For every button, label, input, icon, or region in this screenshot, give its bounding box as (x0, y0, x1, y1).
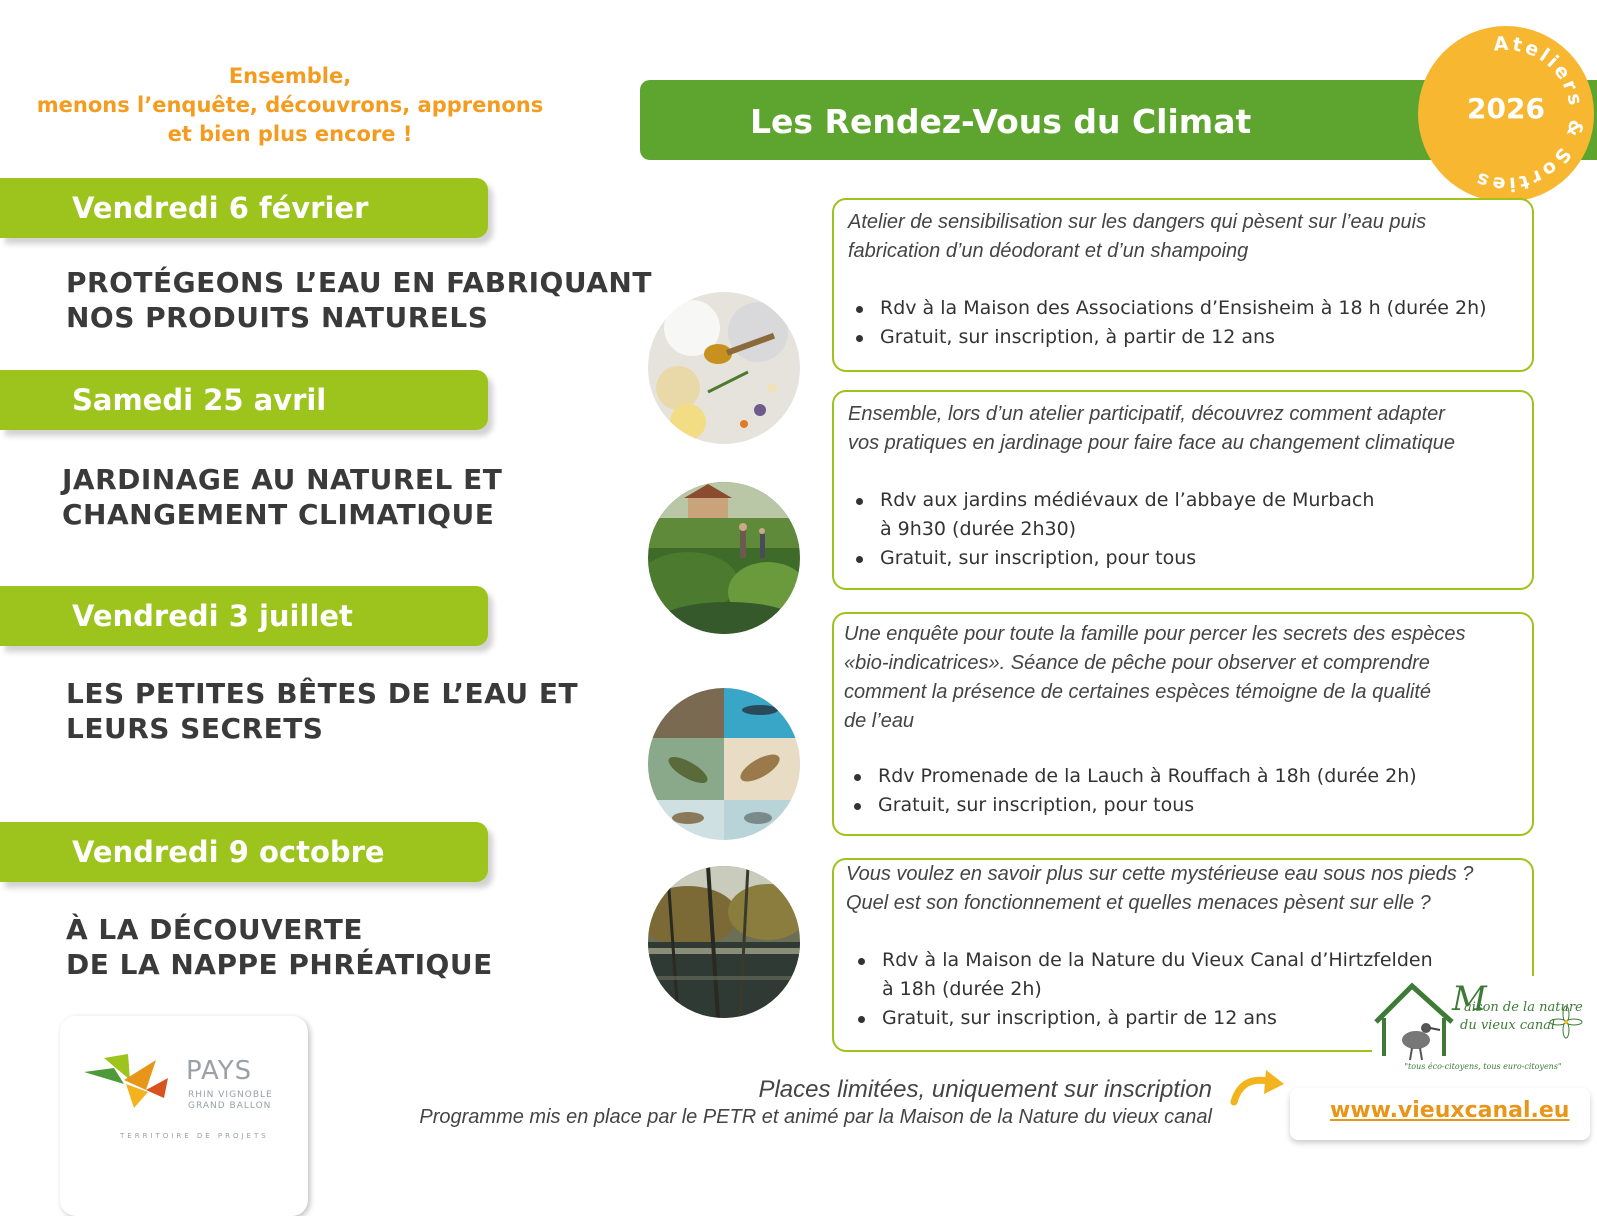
event-date: Vendredi 9 octobre (72, 835, 385, 869)
detail-registration: Gratuit, sur inscription, à partir de 12 ans (848, 323, 1520, 352)
event-info-box-3 (832, 612, 1534, 836)
description-line: fabrication d’un déodorant et d’un shampoing (848, 240, 1249, 262)
event-date: Samedi 25 avril (72, 383, 327, 417)
event-info-box-2 (832, 390, 1534, 590)
event-title-2 (62, 462, 502, 532)
event-description (846, 860, 1520, 918)
website-link[interactable]: www.vieuxcanal.eu (1330, 1098, 1570, 1123)
pays-territory: TERRITOIRE DE PROJETS (120, 1132, 269, 1140)
badge-year: 2026 (1467, 92, 1545, 125)
description-line: «bio-indicatrices». Séance de pêche pour observer et comprendre (844, 652, 1430, 674)
page-title: Les Rendez-Vous du Climat (750, 102, 1252, 141)
event-title-line: DE LA NAPPE PHRÉATIQUE (66, 948, 493, 981)
tagline-line2: menons l’enquête, découvrons, apprenons (36, 93, 544, 117)
date-tab-2 (0, 370, 488, 430)
river-forest-photo (648, 866, 800, 1018)
water-insects-photo (648, 688, 800, 840)
event-title-line: LEURS SECRETS (66, 712, 324, 745)
event-title-line: CHANGEMENT CLIMATIQUE (62, 498, 495, 531)
description-line: comment la présence de certaines espèces témoigne de la qualité (844, 681, 1432, 703)
maison-slogan: "tous éco-citoyens, tous euro-citoyens" (1404, 1062, 1562, 1071)
description-line: de l’eau (844, 710, 915, 732)
event-title-line: JARDINAGE AU NATUREL ET (62, 463, 503, 496)
footer-program-credit: Programme mis en place par le PETR et animé par la Maison de la Nature du vieux canal (419, 1106, 1212, 1128)
maison-name-line1: aison de la nature (1464, 1000, 1583, 1015)
pays-name: PAYS (186, 1056, 253, 1086)
tagline-line1: Ensemble, (228, 64, 352, 88)
detail-location-line: Rdv aux jardins médiévaux de l’abbaye de Murbach (880, 489, 1375, 511)
detail-location-line: à 9h30 (durée 2h30) (880, 518, 1077, 540)
description-line: Quel est son fonctionnement et quelles menaces pèsent sur elle ? (846, 892, 1431, 914)
description-line: Vous voulez en savoir plus sur cette mystérieuse eau sous nos pieds ? (846, 863, 1474, 885)
curved-arrow-icon (1228, 1068, 1288, 1112)
event-description (844, 620, 1520, 736)
detail-registration: Gratuit, sur inscription, pour tous (846, 791, 1520, 820)
pays-sub-line: RHIN VIGNOBLE (188, 1090, 273, 1100)
description-line: Atelier de sensibilisation sur les dangers qui pèsent sur l’eau puis (848, 211, 1427, 233)
event-details (848, 486, 1520, 573)
event-date: Vendredi 6 février (72, 191, 369, 225)
event-title-line: À LA DÉCOUVERTE (66, 913, 363, 946)
maison-nature-logo (1372, 976, 1588, 1086)
event-title-line: PROTÉGEONS L’EAU EN FABRIQUANT (66, 266, 652, 299)
event-title-4 (66, 912, 493, 982)
description-line: Une enquête pour toute la famille pour percer les secrets des espèces (844, 623, 1466, 645)
detail-location: Rdv Promenade de la Lauch à Rouffach à 18h (durée 2h) (846, 762, 1520, 791)
website-card[interactable] (1290, 1088, 1590, 1140)
date-tab-3 (0, 586, 488, 646)
maison-name-line2: du vieux canal (1460, 1018, 1556, 1033)
event-details (846, 762, 1520, 820)
natural-products-photo (648, 292, 800, 444)
tagline (10, 62, 570, 149)
detail-registration: Gratuit, sur inscription, à partir de 12 ans (850, 1004, 1520, 1033)
svg-text:M: M (1452, 979, 1487, 1019)
garden-photo (648, 482, 800, 634)
detail-location-line: à 18h (durée 2h) (882, 978, 1042, 1000)
detail-location (848, 486, 1520, 544)
year-badge (1418, 26, 1594, 202)
event-description (848, 400, 1520, 458)
event-date: Vendredi 3 juillet (72, 599, 353, 633)
detail-registration: Gratuit, sur inscription, pour tous (848, 544, 1520, 573)
event-title-3 (66, 676, 578, 746)
pays-subtitle (188, 1090, 308, 1112)
bird-logo-icon (84, 1050, 184, 1114)
detail-location-line: Rdv à la Maison de la Nature du Vieux Canal d’Hirtzfelden (882, 949, 1433, 971)
event-description (848, 208, 1520, 266)
pays-logo-card (60, 1016, 308, 1216)
svg-text:Ateliers & Sorties: Ateliers & Sorties (1470, 32, 1588, 196)
pays-sub-line: GRAND BALLON (188, 1101, 272, 1111)
description-line: Ensemble, lors d’un atelier participatif, découvrez comment adapter (848, 403, 1445, 425)
detail-location: Rdv à la Maison des Associations d’Ensisheim à 18 h (durée 2h) (848, 294, 1520, 323)
date-tab-4 (0, 822, 488, 882)
date-tab-1 (0, 178, 488, 238)
event-title-1 (66, 265, 652, 335)
event-title-line: NOS PRODUITS NATURELS (66, 301, 489, 334)
description-line: vos pratiques en jardinage pour faire face au changement climatique (848, 432, 1456, 454)
tagline-line3: et bien plus encore ! (167, 122, 413, 146)
footer-places-limited: Places limitées, uniquement sur inscription (758, 1076, 1212, 1103)
event-details (848, 294, 1520, 352)
event-info-box-1 (832, 198, 1534, 372)
event-title-line: LES PETITES BÊTES DE L’EAU ET (66, 677, 579, 710)
